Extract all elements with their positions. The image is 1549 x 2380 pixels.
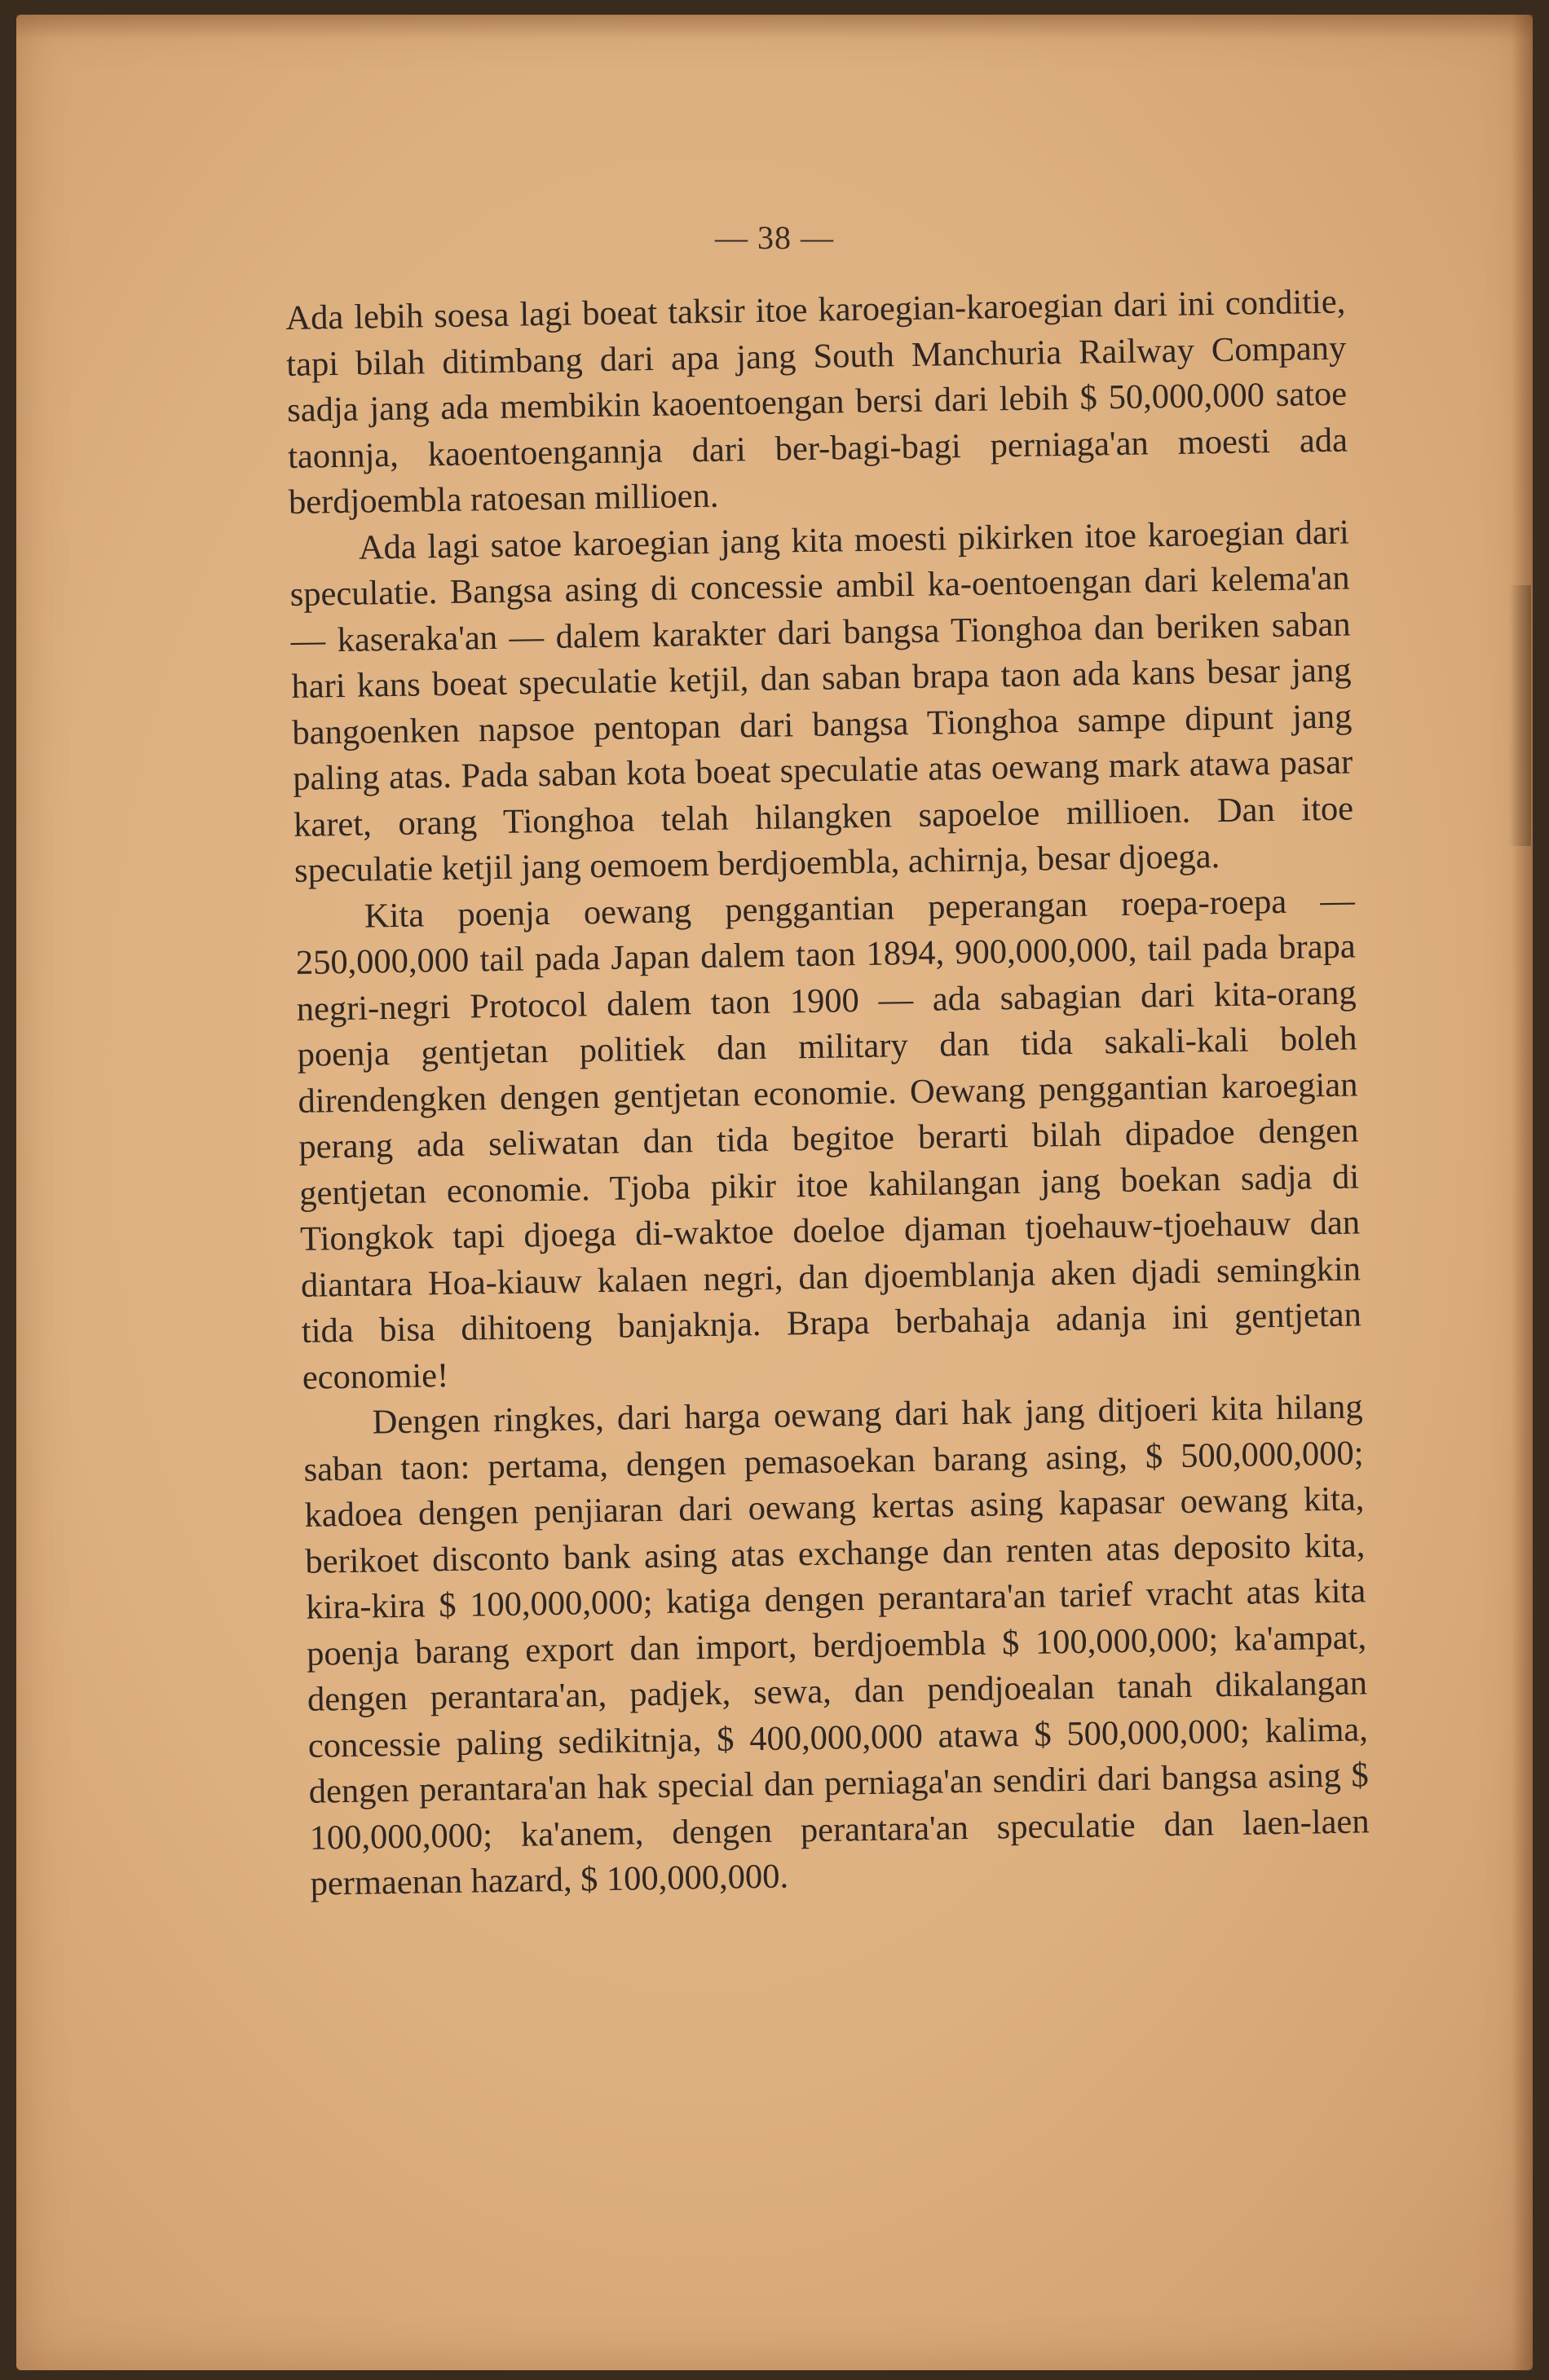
page-number: — 38 — (715, 219, 834, 256)
page-edge-shadow-top (16, 15, 1533, 39)
paragraph-2: Ada lagi satoe karoegian jang kita moesti pikirken itoe karoegian dari speculatie. Bangsa asing di concessie ambil ka-oentoengan dari kelema'an — kaseraka'an — dalem karakter dari bangsa Tionghoa dan beriken saban hari kans boeat speculatie ketjil, dan saban brapa taon ada kans besar jang bangoenken napsoe pentopan dari bangsa Tionghoa sampe dipunt jang paling atas. Pada saban kota boeat speculatie atas oewang mark atawa pasar karet, orang Tionghoa telah hilangken sapoeloe millioen. Dan itoe speculatie ketjil jang oemoem berdjoembla, achirnja, besar djoega. (289, 513, 1354, 890)
body-text (285, 280, 1370, 1908)
page-edge-shadow-right (1511, 15, 1533, 2370)
binding-shadow (1508, 585, 1531, 846)
paragraph-4: Dengen ringkes, dari harga oewang dari hak jang ditjoeri kita hilang saban taon: pertama, dengen pemasoekan barang asing, $ 500,000,000; kadoea dengen penjiaran dari oewang kertas asing kapasar oewang kita, berikoet disconto bank asing atas exchange dan renten atas deposito kita, kira-kira $ 100,000,000; katiga dengen perantara'an tarief vracht atas kita poenja barang export dan import, berdjoembla $ 100,000,000; ka'ampat, dengen perantara'an, padjek, sewa, dan pendjoealan tanah dikalangan concessie paling sedikitnja, $ 400,000,000 atawa $ 500,000,000; kalima, dengen perantara'an hak special dan perniaga'an sendiri dari bangsa asing $ 100,000,000; ka'anem, dengen perantara'an speculatie dan laen-laen permaenan hazard, $ 100,000,000. (303, 1387, 1370, 1903)
paragraph-3: Kita poenja oewang penggantian peperangan roepa-roepa — 250,000,000 tail pada Japan dalem taon 1894, 900,000,000, tail pada brapa negri-negri Protocol dalem taon 1900 — ada sabagian dari kita-orang poenja gentjetan politiek dan military dan tida sakali-kali boleh direndengken dengen gentjetan economie. Oewang penggantian karoegian perang ada seliwatan dan tida begitoe berarti bilah dipadoe dengen gentjetan economie. Tjoba pikir itoe kahilangan jang boekan sadja di Tiongkok tapi djoega di-waktoe doeloe djaman tjoehauw-tjoehauw dan diantara Hoa-kiauw kalaen negri, dan djoemblanja aken djadi semingkin tida bisa dihitoeng banjaknja. Brapa berbahaja adanja ini gentjetan economie! (295, 880, 1362, 1397)
book-page (16, 15, 1533, 2370)
paragraph-1: Ada lebih soesa lagi boeat taksir itoe karoegian-karoegian dari ini conditie, tapi bilah ditimbang dari apa jang South Manchuria Railway Company sadja jang ada membikin kaoentoengan bersi dari lebih $ 50,000,000 satoe taonnja, kaoentoengannja dari ber-bagi-bagi perniaga'an moesti ada berdjoembla ratoesan millioen. (285, 282, 1348, 522)
